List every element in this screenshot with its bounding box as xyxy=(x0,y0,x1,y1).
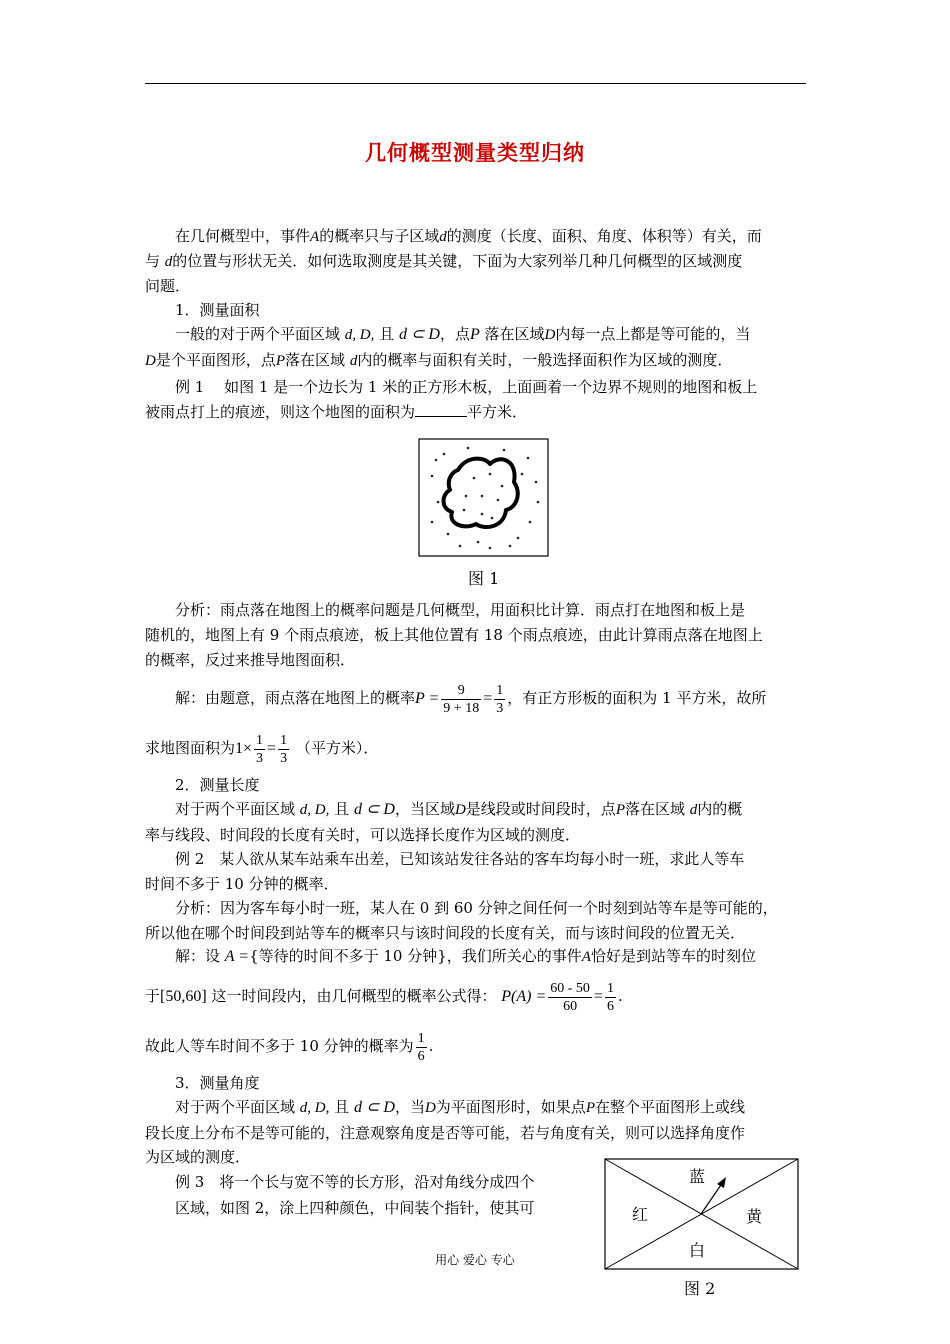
solution-1-line-1: 解：由题意，雨点落在地图上的概率P = $\frac{9}{9 + 18}$ = $\frac{1}{3}$ ，有正方形板的面积为 1 平方米，故所 xyxy=(175,682,767,716)
s1-heading: 1．测量面积 xyxy=(175,301,260,319)
figure-1-caption: 图 1 xyxy=(468,569,500,588)
ex3-line-1: 例 3 将一个长与宽不等的长方形，沿对角线分成四个 xyxy=(175,1173,535,1191)
header-rule xyxy=(145,83,806,84)
analysis-1-line-2: 随机的，地图上有 9 个雨点痕迹，板上其他位置有 18 个雨点痕迹，由此计算雨点落在地图上 xyxy=(145,626,763,644)
figure-1 xyxy=(418,438,549,557)
s3-line-2: 段长度上分布不是等可能的，注意观察角度是否等可能，若与角度有关，则可以选择角度作 xyxy=(145,1124,746,1142)
ex2-line-2: 时间不多于 10 分钟的概率． xyxy=(145,875,339,893)
s2-line-2: 率与线段、时间段的长度有关时，可以选择长度作为区域的测度． xyxy=(145,826,581,844)
answer-blank xyxy=(415,402,467,417)
ex3-line-2: 区域，如图 2，涂上四种颜色，中间装个指针，使其可 xyxy=(175,1199,535,1217)
s1-line-2: D是个平面图形，点P落在区域 d内的概率与面积有关时，一般选择面积作为区域的测度． xyxy=(145,351,733,369)
region-left-label: 红 xyxy=(632,1205,649,1224)
s2-line-1: 对于两个平面区域 d, D, 且 d ⊂ D，当区域D是线段或时间段时，点P落在区域 d内的概 xyxy=(175,800,743,818)
ex1-line-2: 被雨点打上的痕迹，则这个地图的面积为 平方米． xyxy=(145,403,528,421)
intro-line-1: 在几何概型中，事件A的概率只与子区域d的测度（长度、面积、角度、体积等）有关，而 xyxy=(175,227,762,245)
solution-2-line-2: 于[50,60] 这一时间段内，由几何概型的概率公式得： P(A) = $\frac{60 - 50}{60}$ = $\frac{1}{6}$ . xyxy=(145,980,623,1014)
page-title: 几何概型测量类型归纳 xyxy=(365,141,585,165)
region-top-label: 蓝 xyxy=(689,1167,706,1186)
analysis-2-line-1: 分析：因为客车每小时一班，某人在 0 到 60 分钟之间任何一个时刻到站等车是等可能的， xyxy=(175,899,778,917)
s1-line-1: 一般的对于两个平面区域 d, D, 且 d ⊂ D，点P 落在区域D内每一点上都是等可能的，当 xyxy=(175,325,751,343)
s2-heading: 2．测量长度 xyxy=(175,776,260,794)
solution-2-conclusion: 故此人等车时间不多于 10 分钟的概率为 $\frac{1}{6}$ . xyxy=(145,1030,434,1064)
s3-line-3: 为区域的测度． xyxy=(145,1148,251,1166)
solution-2-line-1: 解：设 A ={等待的时间不多于 10 分钟}，我们所关心的事件A恰好是到站等车的时刻位 xyxy=(175,947,756,965)
intro-line-2: 与 d的位置与形状无关．如何选取测度是其关键，下面为大家列举几种几何概型的区域测度 xyxy=(145,252,743,270)
region-bottom-label: 白 xyxy=(689,1241,706,1260)
ex1-line-1: 例 1 如图 1 是一个边长为 1 米的正方形木板，上面画着一个边界不规则的地图和板上 xyxy=(175,378,758,396)
square-board xyxy=(419,439,548,556)
s3-heading: 3．测量角度 xyxy=(175,1074,260,1092)
solution-1-line-2: 求地图面积为1× $\frac{1}{3}$ = $\frac{1}{3}$ （平方米）． xyxy=(145,732,379,766)
intro-line-3: 问题． xyxy=(145,277,191,295)
ex2-line-1: 例 2 某人欲从某车站乘车出差，已知该站发往各站的客车均每小时一班，求此人等车 xyxy=(175,850,745,868)
analysis-2-line-2: 所以他在哪个时间段到站等车的概率只与该时间段的长度有关，而与该时间段的位置无关． xyxy=(145,924,746,942)
figure-2-caption: 图 2 xyxy=(684,1279,716,1298)
s3-line-1: 对于两个平面区域 d, D, 且 d ⊂ D，当D为平面图形时，如果点P在整个平面图形上或线 xyxy=(175,1098,745,1116)
page-footer: 用心 爱心 专心 xyxy=(435,1253,515,1267)
region-right-label: 黄 xyxy=(746,1207,763,1226)
analysis-1-line-3: 的概率，反过来推导地图面积． xyxy=(145,651,356,669)
analysis-1-line-1: 分析：雨点落在地图上的概率问题是几何概型，用面积比计算．雨点打在地图和板上是 xyxy=(175,601,746,619)
